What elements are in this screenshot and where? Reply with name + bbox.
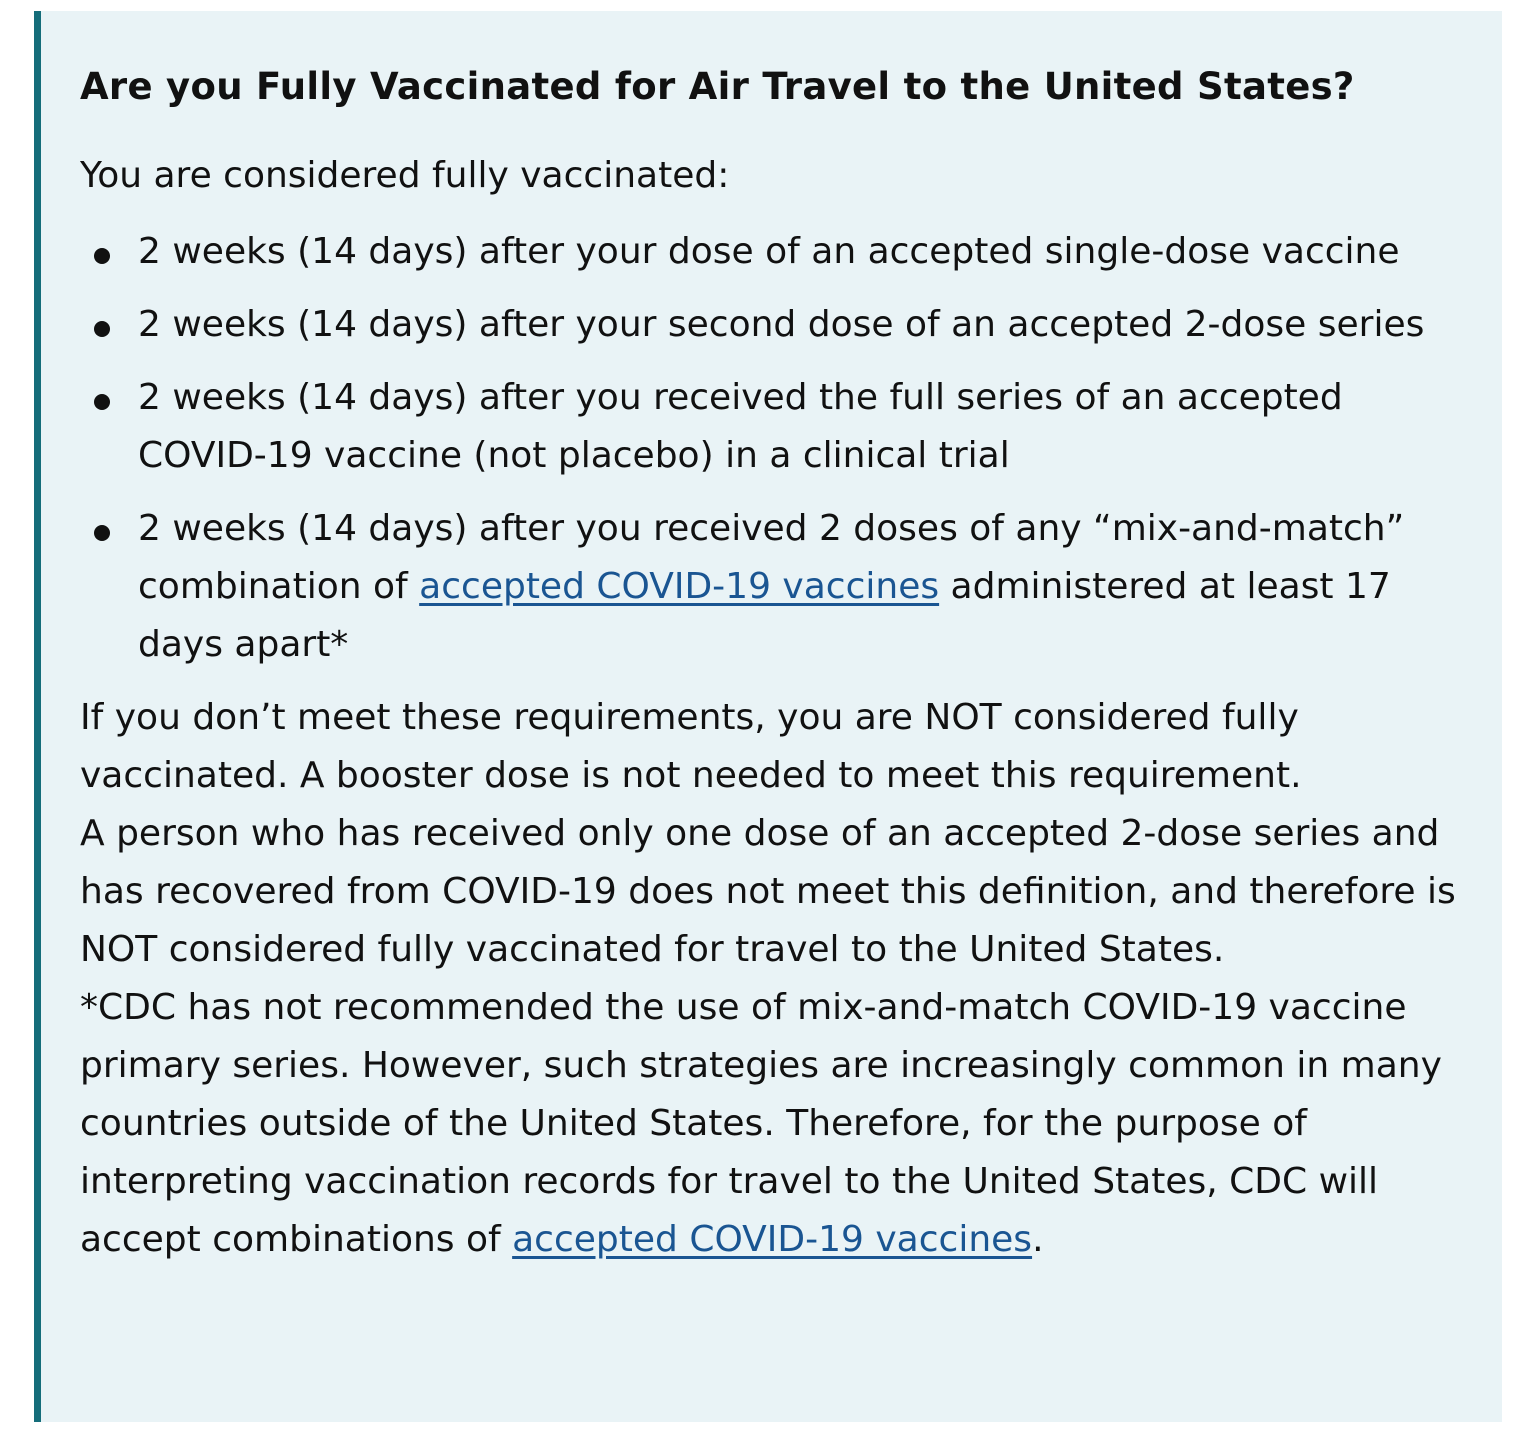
list-item — [138, 223, 1462, 281]
vaccination-callout — [34, 11, 1502, 1422]
bullet-icon — [94, 525, 110, 541]
list-item-text: 2 weeks (14 days) after your second dose of an accepted 2-dose series — [138, 304, 1425, 345]
footnote — [80, 979, 1462, 1269]
list-item — [138, 369, 1462, 485]
list-item — [138, 296, 1462, 354]
list-item-text-after: administered at least 17 days apart* — [138, 566, 1391, 665]
footnote-text-before: *CDC has not recommended the use of mix-and-match COVID-19 vaccine primary series. However, such strategies are increasingly common in many countries outside of the United States. Therefore, for the purpose of interpreting vaccination records for travel to the United States, CDC will accept combinations of — [80, 987, 1442, 1260]
list-item-text: 2 weeks (14 days) after you received the full series of an accepted COVID-19 vaccine (not placebo) in a clinical trial — [138, 377, 1343, 476]
one-dose-note: A person who has received only one dose of an accepted 2-dose series and has recovered from COVID-19 does not meet this definition, and therefore is NOT considered fully vaccinated for travel to the United States. — [80, 813, 1456, 970]
bullet-icon — [94, 394, 110, 410]
intro-text: You are considered fully vaccinated: — [80, 155, 730, 196]
list-item-text-before: 2 weeks (14 days) after you received 2 doses of any “mix-and-match” combination of — [138, 508, 1405, 607]
footnote-text-after: . — [1032, 1219, 1044, 1260]
list-item — [138, 500, 1462, 674]
accepted-vaccines-link[interactable]: accepted COVID-19 vaccines — [419, 566, 940, 607]
list-item-text: 2 weeks (14 days) after your dose of an accepted single-dose vaccine — [138, 231, 1400, 272]
callout-title: Are you Fully Vaccinated for Air Travel to the United States? — [80, 65, 1355, 108]
footnote-accepted-vaccines-link[interactable]: accepted COVID-19 vaccines — [512, 1219, 1033, 1260]
criteria-list — [80, 223, 1462, 674]
bullet-icon — [94, 321, 110, 337]
bullet-icon — [94, 248, 110, 264]
requirement-note: If you don’t meet these requirements, you are NOT considered fully vaccinated. A booster dose is not needed to meet this requirement. — [80, 697, 1302, 796]
